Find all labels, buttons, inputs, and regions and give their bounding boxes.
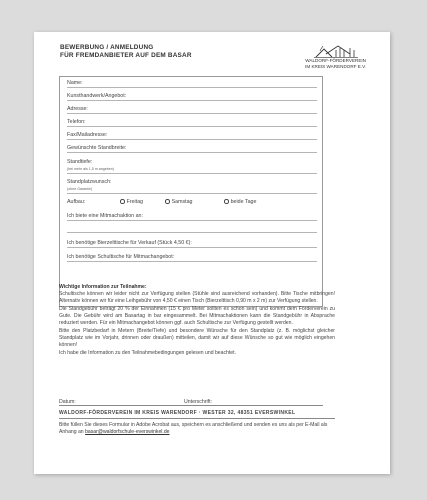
input-line[interactable] <box>67 173 317 174</box>
page-title <box>60 44 192 60</box>
field-label: Gewünschte Standbreite: <box>67 145 127 151</box>
field-angebot[interactable] <box>67 93 317 99</box>
radio-circle-icon[interactable] <box>165 199 170 204</box>
email-link[interactable]: basar@waldorfschule-everswinkel.de <box>85 429 170 435</box>
input-line[interactable] <box>67 100 317 101</box>
field-standtiefe[interactable] <box>67 159 317 171</box>
signature-line[interactable] <box>59 405 323 406</box>
input-line[interactable] <box>67 87 317 88</box>
logo-line-1: WALDORF-FÖRDERVEREIN <box>305 58 366 63</box>
footer-note-text: Bitte füllen Sie dieses Formular in Adobe Acrobat aus, speichern es anschließend und senden es uns als per E-Mail als Anhang an <box>59 422 328 435</box>
field-note: (bei mehr als 1,5 m angeben) <box>67 167 114 171</box>
application-form <box>59 76 323 307</box>
info-section <box>59 284 335 358</box>
field-fax-mail[interactable] <box>67 132 317 138</box>
radio-label: beide Tage <box>230 199 257 205</box>
input-line[interactable] <box>67 126 317 127</box>
input-line[interactable] <box>67 261 317 262</box>
field-adresse[interactable] <box>67 106 317 112</box>
input-line[interactable] <box>67 247 317 248</box>
field-bierzelttische[interactable] <box>67 240 317 246</box>
info-paragraph-2: Die Standgebühr beträgt 20 % der Einnahmen (15 € pro Meter sollten es schon sein) und kommt dem Förderverein zu Gute. Die Gebühr wird am Basartag in bar eingesammelt. Bei Mitmachaktionen kann die Standgebühr in Absprache reduziert werden. Für ein Mitmachangebot können ggf. auch Schultische zur Verfügung gestellt werden. <box>59 306 335 327</box>
aufbau-group <box>67 199 317 205</box>
logo <box>294 44 366 74</box>
input-line[interactable] <box>67 232 317 233</box>
field-label: Ich benötige Schultische für Mitmachangebot: <box>67 254 175 260</box>
field-schultische[interactable] <box>67 254 317 260</box>
field-telefon[interactable] <box>67 119 317 125</box>
title-line-2: FÜR FREMDANBIETER AUF DEM BASAR <box>60 52 192 59</box>
field-standbreite[interactable] <box>67 145 317 151</box>
aufbau-label: Aufbau: <box>67 199 86 205</box>
date-label: Datum: <box>59 399 76 405</box>
field-standplatzwunsch[interactable] <box>67 179 317 191</box>
address-text: WALDORF-FÖRDERVEREIN IM KREIS WARENDORF · WESTER 32, 48351 EVERSWINKEL <box>59 410 296 416</box>
input-line[interactable] <box>67 193 317 194</box>
field-label: Name: <box>67 80 83 86</box>
field-label: Ich benötige Bierzelttische für Verkauf (Stück 4,50 €): <box>67 240 192 246</box>
school-house-logo-icon <box>314 44 358 58</box>
field-label: Standtiefe: <box>67 159 93 165</box>
info-heading: Wichtige Information zur Teilnahme: <box>59 284 147 290</box>
signature-label: Unterschrift: <box>184 399 212 405</box>
footer-divider <box>59 418 335 419</box>
field-mitmachaktion[interactable] <box>67 213 317 219</box>
field-name[interactable] <box>67 80 317 86</box>
field-label: Ich biete eine Mitmachaktion an: <box>67 213 143 219</box>
radio-label: Samstag <box>171 199 193 205</box>
radio-label: Freitag <box>126 199 144 205</box>
footer-address <box>59 410 335 416</box>
info-paragraph-4: Ich habe die Information zu den Teilnahmebedingungen gelesen und beachtet. <box>59 349 236 356</box>
radio-freitag[interactable] <box>120 199 143 205</box>
radio-circle-icon[interactable] <box>224 199 229 204</box>
field-note: (ohne Garantie) <box>67 187 93 191</box>
title-line-1: BEWERBUNG / ANMELDUNG <box>60 44 154 51</box>
field-label: Adresse: <box>67 106 88 112</box>
signature-row <box>59 399 323 405</box>
footer-note <box>59 422 335 436</box>
info-paragraph-1: Schultische können wir leider nicht zur Verfügung stellen (Stühle sind ausreichend vorhanden). Bitte Tische mitbringen! Alternativ können wir für eine Leihgebühr von 4,50 € einen Tisch (Bierzelttisch 0,90 m x 2 m) zur Verfügung stellen. <box>59 291 335 305</box>
form-page <box>34 32 390 474</box>
field-label: Telefon: <box>67 119 86 125</box>
radio-beide-tage[interactable] <box>224 199 256 205</box>
input-line[interactable] <box>67 113 317 114</box>
page-header <box>60 44 366 74</box>
field-label: Standplatzwunsch: <box>67 179 112 185</box>
input-line[interactable] <box>67 220 317 221</box>
radio-circle-icon[interactable] <box>120 199 125 204</box>
field-label: Kunsthandwerk/Angebot: <box>67 93 127 99</box>
radio-samstag[interactable] <box>165 199 193 205</box>
logo-line-2: IM KREIS WARENDORF E.V. <box>305 64 366 69</box>
input-line[interactable] <box>67 152 317 153</box>
logo-text <box>305 58 366 70</box>
field-label: Fax/Mailadresse: <box>67 132 108 138</box>
info-paragraph-3: Bitte den Platzbedarf in Metern (Breite/Tiefe) und besondere Wünsche für den Standplatz (z. B. möglichst gleicher Standplatz wie im Vorjahr, drinnen oder draußen) mitteilen, damit wir auf diese Wünsche so gut wie möglich eingehen können! <box>59 327 335 348</box>
input-line[interactable] <box>67 139 317 140</box>
